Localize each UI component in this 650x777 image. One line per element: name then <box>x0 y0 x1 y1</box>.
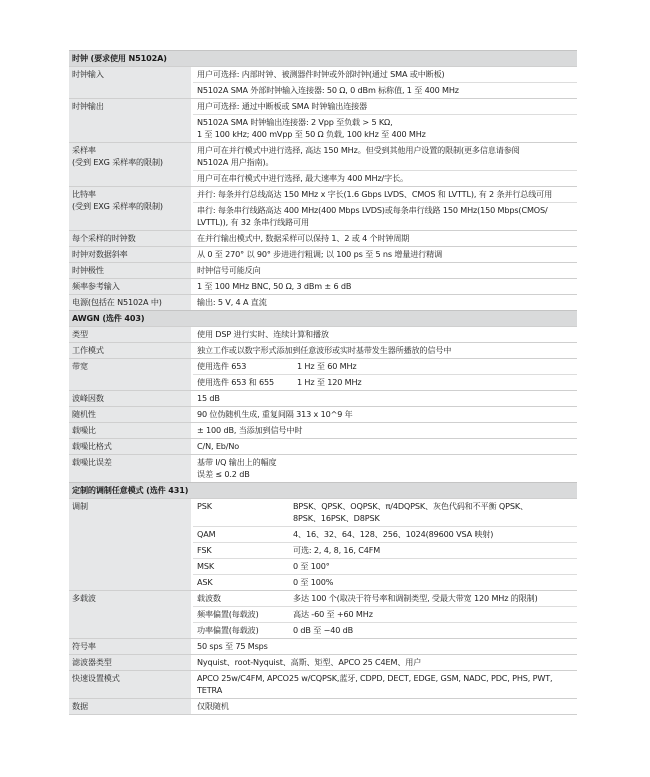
row-label <box>69 143 193 186</box>
value-line <box>193 391 577 406</box>
value-line <box>193 359 577 374</box>
value-text: TETRA <box>197 685 223 695</box>
row-label <box>69 231 193 246</box>
row-label <box>69 499 193 590</box>
value-line <box>193 114 577 142</box>
spec-row <box>69 142 577 186</box>
value-text: 并行: 每条并行总线高达 150 MHz x 字长(1.6 Gbps LVDS、CMOS 和 LVTTL), 有 2 条并行总线可用 <box>197 189 553 199</box>
value-line <box>193 558 577 574</box>
sub-label: FSK <box>197 545 212 555</box>
option-name: 使用选件 653 <box>197 361 247 371</box>
value-text: N5102A SMA 外部时钟输入连接器: 50 Ω, 0 dBm 标称值, 1 至 400 MHz <box>197 85 459 95</box>
row-label <box>69 455 193 482</box>
label-text: (受到 EXG 采样率的限制) <box>72 157 163 167</box>
value-text: 从 0 至 270° 以 90° 步进进行粗调; 以 100 ps 至 5 ns 增量进行精调 <box>197 249 443 259</box>
label-text: 符号率 <box>72 641 96 651</box>
value-line <box>193 187 577 202</box>
row-label <box>69 639 193 654</box>
option-name: 使用选件 653 和 655 <box>197 377 274 387</box>
sub-label: 频率偏置(每载波) <box>197 609 259 619</box>
row-value <box>193 187 577 230</box>
value-text: 0 至 100% <box>293 577 334 587</box>
label-text: 滤波器类型 <box>72 657 112 667</box>
label-text: 载噪比误差 <box>72 457 112 467</box>
sub-label: ASK <box>197 577 213 587</box>
spec-row <box>69 498 577 590</box>
value-text: N5102A 用户指南)。 <box>197 157 274 167</box>
label-text: 载噪比格式 <box>72 441 112 451</box>
row-label <box>69 263 193 278</box>
value-text: 4、16、32、64、128、256、1024(89600 VSA 映射) <box>293 529 494 539</box>
sub-value <box>293 592 574 604</box>
sub-value <box>293 560 574 572</box>
spec-row <box>69 590 577 638</box>
value-line <box>193 542 577 558</box>
value-text: 0 至 100° <box>293 561 330 571</box>
row-label <box>69 247 193 262</box>
label-text: 带宽 <box>72 361 88 371</box>
value-text: 独立工作或以数字形式添加到任意波形或实时基带发生器所播放的信号中 <box>197 345 452 355</box>
row-value <box>193 327 577 342</box>
label-text: 类型 <box>72 329 88 339</box>
value-line <box>193 622 577 638</box>
value-line <box>193 82 577 98</box>
row-value <box>193 639 577 654</box>
value-line <box>193 699 577 714</box>
label-text: 调制 <box>72 501 88 511</box>
label-text: 波峰因数 <box>72 393 104 403</box>
sub-value <box>293 624 574 636</box>
table-bottom-rule <box>69 714 577 715</box>
section-header: 时钟 (要求使用 N5102A) <box>69 50 577 66</box>
row-value <box>193 423 577 438</box>
row-value <box>193 247 577 262</box>
row-value <box>193 343 577 358</box>
section-header: 定制的调制任意模式 (选件 431) <box>69 482 577 498</box>
row-label <box>69 591 193 638</box>
label-text: 随机性 <box>72 409 96 419</box>
row-label <box>69 67 193 98</box>
value-line <box>193 655 577 670</box>
spec-table <box>69 50 577 715</box>
value-line <box>193 407 577 422</box>
row-label <box>69 279 193 294</box>
row-label <box>69 343 193 358</box>
option-value: 1 Hz 至 60 MHz <box>297 361 357 371</box>
row-label <box>69 327 193 342</box>
value-text: 用户可选择: 通过中断板或 SMA 时钟输出连接器 <box>197 101 368 111</box>
spec-section <box>69 310 577 482</box>
value-line <box>193 231 577 246</box>
value-line <box>193 526 577 542</box>
value-line <box>193 639 577 654</box>
sub-label: PSK <box>197 501 212 511</box>
value-line <box>193 327 577 342</box>
value-text: 1 至 100 MHz BNC, 50 Ω, 3 dBm ± 6 dB <box>197 281 352 291</box>
spec-row <box>69 406 577 422</box>
value-text: 1 至 100 kHz; 400 mVpp 至 50 Ω 负载, 100 kHz 至 400 MHz <box>197 129 426 139</box>
value-text: 多达 100 个(取决于符号率和调制类型, 受最大带宽 120 MHz 的限制) <box>293 593 538 603</box>
label-text: 比特率 <box>72 189 96 199</box>
sub-label: MSK <box>197 561 214 571</box>
spec-row <box>69 698 577 714</box>
value-line <box>193 263 577 278</box>
row-label <box>69 99 193 142</box>
value-line <box>193 247 577 262</box>
row-value <box>193 655 577 670</box>
row-value <box>193 67 577 98</box>
value-text: 仅限随机 <box>197 701 229 711</box>
label-text: 时钟对数据斜率 <box>72 249 128 259</box>
value-text: BPSK、QPSK、OQPSK、π/4DQPSK、灰色代码和不平衡 QPSK、 <box>293 501 528 511</box>
spec-row <box>69 186 577 230</box>
sub-value <box>293 544 574 556</box>
value-text: 90 位伪随机生成, 重复间隔 313 x 10^9 年 <box>197 409 353 419</box>
value-line <box>193 591 577 606</box>
row-label <box>69 423 193 438</box>
row-value <box>193 143 577 186</box>
value-line <box>193 99 577 114</box>
value-text: 8PSK、16PSK、D8PSK <box>293 513 380 523</box>
value-line <box>193 170 577 186</box>
row-value <box>193 295 577 310</box>
option-value: 1 Hz 至 120 MHz <box>297 377 362 387</box>
value-text: APCO 25w/C4FM, APCO25 w/CQPSK,蓝牙, CDPD, DECT, EDGE, GSM, NADC, PDC, PHS, PWT, <box>197 673 553 683</box>
value-text: 输出: 5 V, 4 A 直流 <box>197 297 267 307</box>
label-text: 多载波 <box>72 593 96 603</box>
section-header: AWGN (选件 403) <box>69 310 577 326</box>
row-label <box>69 699 193 714</box>
value-line <box>193 343 577 358</box>
label-text: 时钟极性 <box>72 265 104 275</box>
value-text: 时钟信号可能反向 <box>197 265 261 275</box>
value-text: 可选: 2, 4, 8, 16, C4FM <box>293 545 381 555</box>
value-text: 0 dB 至 −40 dB <box>293 625 354 635</box>
row-value <box>193 391 577 406</box>
value-line <box>193 67 577 82</box>
value-text: N5102A SMA 时钟输出连接器: 2 Vpp 至负载 > 5 KΩ, <box>197 117 393 127</box>
label-text: 数据 <box>72 701 88 711</box>
value-text: 50 sps 至 75 Msps <box>197 641 268 651</box>
value-text: 用户可在并行模式中进行选择, 高达 150 MHz。但受到其他用户设置的限制(更多信息请参阅 <box>197 145 520 155</box>
spec-row <box>69 246 577 262</box>
value-text: 在并行输出模式中, 数据采样可以保持 1、2 或 4 个时钟周期 <box>197 233 410 243</box>
spec-row <box>69 670 577 698</box>
label-text: 工作模式 <box>72 345 104 355</box>
spec-row <box>69 230 577 246</box>
sub-label: QAM <box>197 529 216 539</box>
spec-row <box>69 422 577 438</box>
value-line <box>193 574 577 590</box>
row-value <box>193 439 577 454</box>
label-text: (受到 EXG 采样率的限制) <box>72 201 163 211</box>
row-label <box>69 187 193 230</box>
spec-row <box>69 66 577 98</box>
label-text: 载噪比 <box>72 425 96 435</box>
value-text: 15 dB <box>197 393 220 403</box>
row-value <box>193 699 577 714</box>
row-label <box>69 671 193 698</box>
row-value <box>193 455 577 482</box>
spec-row <box>69 454 577 482</box>
row-label <box>69 295 193 310</box>
spec-row <box>69 294 577 310</box>
spec-row <box>69 342 577 358</box>
spec-section <box>69 482 577 714</box>
sub-value <box>293 500 574 524</box>
row-value <box>193 671 577 698</box>
spec-row <box>69 638 577 654</box>
value-line <box>193 499 577 526</box>
value-text: 用户可选择: 内部时钟、被测器件时钟或外部时钟(通过 SMA 或中断板) <box>197 69 445 79</box>
row-value <box>193 263 577 278</box>
label-text: 快速设置模式 <box>72 673 120 683</box>
row-value <box>193 499 577 590</box>
value-text: Nyquist、root-Nyquist、高斯、矩型、APCO 25 C4EM、用户 <box>197 657 422 667</box>
label-text: 采样率 <box>72 145 96 155</box>
spec-row <box>69 358 577 390</box>
row-value <box>193 407 577 422</box>
value-text: 误差 ≤ 0.2 dB <box>197 469 250 479</box>
value-line <box>193 606 577 622</box>
value-text: 基带 I/Q 输出上的幅度 <box>197 457 277 467</box>
value-line <box>193 455 577 482</box>
row-value <box>193 99 577 142</box>
label-text: 每个采样的时钟数 <box>72 233 136 243</box>
row-value <box>193 279 577 294</box>
label-text: 时钟输出 <box>72 101 104 111</box>
row-value <box>193 231 577 246</box>
row-value <box>193 359 577 390</box>
sub-label: 载波数 <box>197 593 221 603</box>
row-label <box>69 439 193 454</box>
value-text: LVTTL)), 有 32 条串行线路可用 <box>197 217 309 227</box>
label-text: 频率参考输入 <box>72 281 120 291</box>
sub-label: 功率偏置(每载波) <box>197 625 259 635</box>
value-line <box>193 202 577 230</box>
value-line <box>193 279 577 294</box>
label-text: 电源(包括在 N5102A 中) <box>72 297 162 307</box>
spec-row <box>69 278 577 294</box>
row-label <box>69 407 193 422</box>
spec-row <box>69 326 577 342</box>
row-label <box>69 391 193 406</box>
value-text: C/N, Eb/No <box>197 441 240 451</box>
row-value <box>193 591 577 638</box>
spec-row <box>69 262 577 278</box>
sub-value <box>293 576 574 588</box>
value-line <box>193 439 577 454</box>
value-line <box>193 423 577 438</box>
value-line <box>193 295 577 310</box>
value-text: 串行: 每条串行线路高达 400 MHz(400 Mbps LVDS)或每条串行线路 150 MHz(150 Mbps(CMOS/ <box>197 205 548 215</box>
value-text: 用户可在串行模式中进行选择, 最大速率为 400 MHz/字长。 <box>197 173 408 183</box>
value-line <box>193 374 577 390</box>
label-text: 时钟输入 <box>72 69 104 79</box>
sub-value <box>293 528 574 540</box>
row-label <box>69 359 193 390</box>
spec-row <box>69 390 577 406</box>
value-line <box>193 671 577 698</box>
value-text: 使用 DSP 进行实时、连续计算和播放 <box>197 329 329 339</box>
spec-row <box>69 98 577 142</box>
spec-section <box>69 50 577 310</box>
spec-row <box>69 438 577 454</box>
value-text: ± 100 dB, 当添加到信号中时 <box>197 425 303 435</box>
spec-row <box>69 654 577 670</box>
row-label <box>69 655 193 670</box>
value-text: 高达 -60 至 +60 MHz <box>293 609 373 619</box>
value-line <box>193 143 577 170</box>
sub-value <box>293 608 574 620</box>
